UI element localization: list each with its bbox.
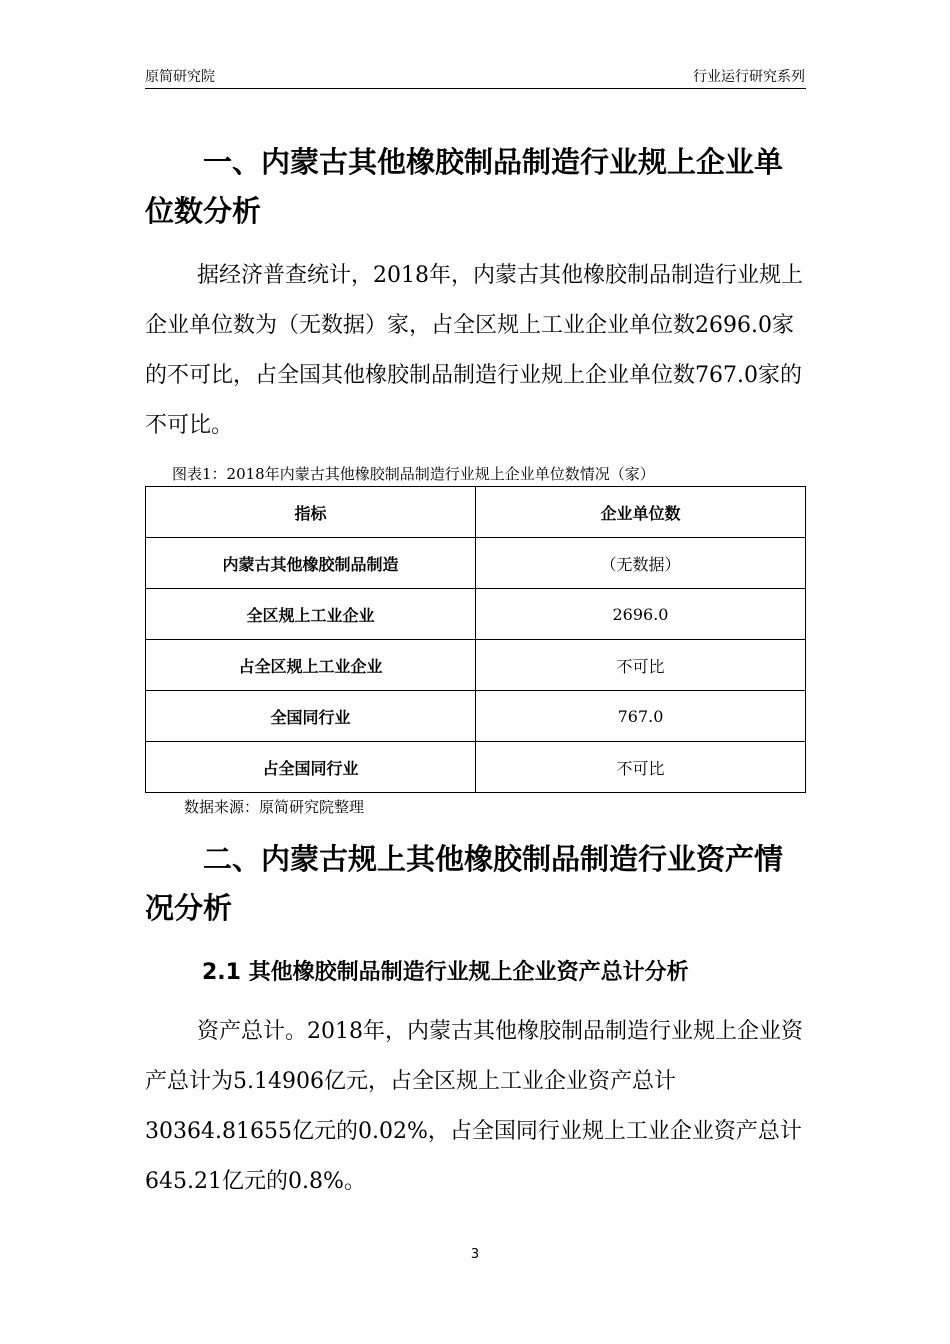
table-cell-value: 不可比 (476, 742, 806, 793)
table-cell-value: 不可比 (476, 640, 806, 691)
table-row (146, 691, 806, 742)
table-header-row (146, 487, 806, 538)
table-row (146, 589, 806, 640)
table-cell-value: 767.0 (476, 691, 806, 742)
section2-subtitle: 2.1 其他橡胶制品制造行业规上企业资产总计分析 (202, 960, 689, 985)
header-divider (145, 88, 806, 89)
table-row (146, 640, 806, 691)
table-header-indicator: 指标 (146, 487, 476, 538)
table-row (146, 538, 806, 589)
section2-title: 二、内蒙古规上其他橡胶制品制造行业资产情况分析 (145, 842, 784, 925)
section1-title: 一、内蒙古其他橡胶制品制造行业规上企业单位数分析 (145, 145, 784, 228)
section1-paragraph: 据经济普查统计，2018年，内蒙古其他橡胶制品制造行业规上企业单位数为（无数据）家，占全区规上工业企业单位数2696.0家的不可比，占全国其他橡胶制品制造行业规上企业单位数767.0家的不可比。 (145, 263, 803, 438)
table-cell-label: 内蒙古其他橡胶制品制造 (146, 538, 476, 589)
table-header-count: 企业单位数 (476, 487, 806, 538)
table-row (146, 742, 806, 793)
table-cell-label: 全国同行业 (146, 691, 476, 742)
section2-paragraph: 资产总计。2018年，内蒙古其他橡胶制品制造行业规上企业资产总计为5.14906亿元，占全区规上工业企业资产总计30364.81655亿元的0.02%，占全国同行业规上工业企业资产总计645.21亿元的0.8%。 (145, 1019, 803, 1194)
table-cell-label: 占全区规上工业企业 (146, 640, 476, 691)
table-cell-label: 全区规上工业企业 (146, 589, 476, 640)
header-org-name: 原简研究院 (145, 69, 215, 85)
table-caption: 图表1：2018年内蒙古其他橡胶制品制造行业规上企业单位数情况（家） (172, 465, 655, 483)
data-table (145, 486, 806, 793)
header-series-name: 行业运行研究系列 (693, 69, 805, 85)
page-number: 3 (470, 1247, 480, 1262)
table-cell-value: 2696.0 (476, 589, 806, 640)
table-cell-label: 占全国同行业 (146, 742, 476, 793)
table-cell-value: （无数据） (476, 538, 806, 589)
table-source-note: 数据来源：原简研究院整理 (184, 798, 365, 816)
